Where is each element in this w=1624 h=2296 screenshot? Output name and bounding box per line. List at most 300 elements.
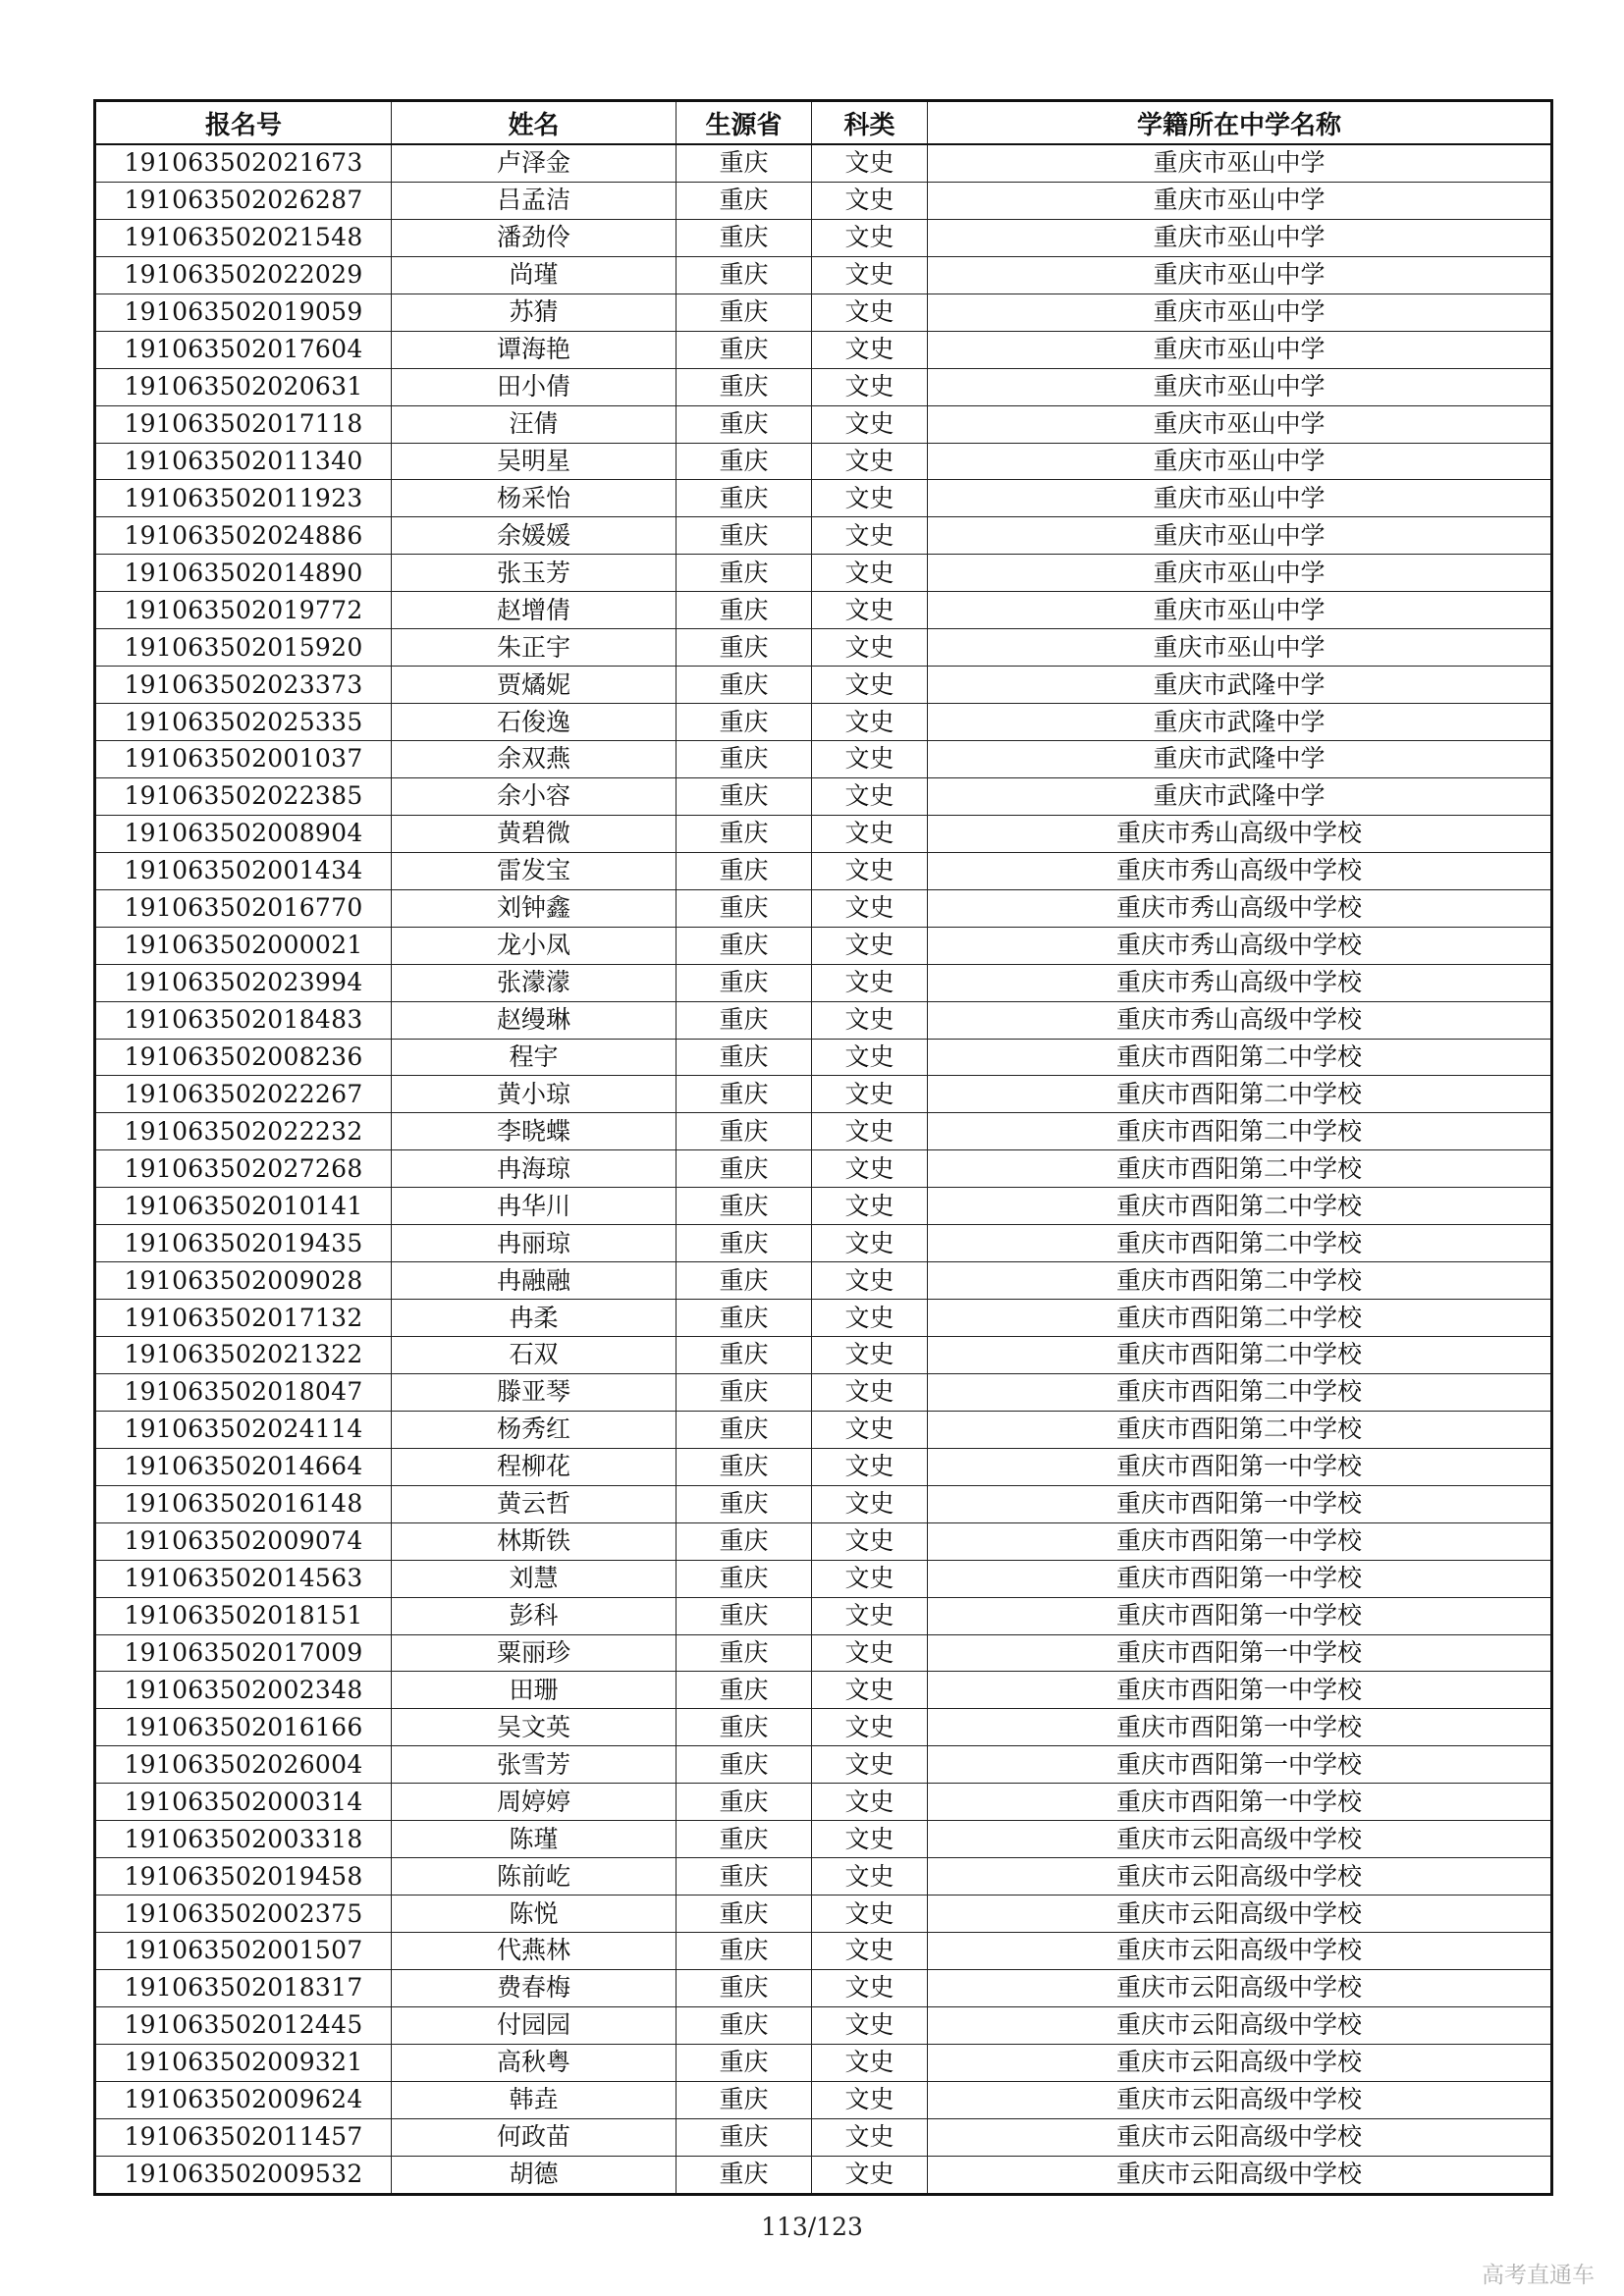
cell-name: 程宇: [392, 1039, 677, 1076]
cell-registration-number: 191063502019772: [95, 592, 392, 629]
table-row: [95, 1337, 1552, 1374]
cell-school-name: 重庆市巫山中学: [928, 405, 1552, 443]
cell-school-name: 重庆市酉阳第一中学校: [928, 1560, 1552, 1597]
table-row: [95, 964, 1552, 1001]
cell-source-province: 重庆: [677, 777, 812, 815]
cell-school-name: 重庆市巫山中学: [928, 592, 1552, 629]
cell-subject-category: 文史: [812, 1746, 928, 1784]
table-row: [95, 368, 1552, 405]
cell-source-province: 重庆: [677, 1634, 812, 1672]
table-row: [95, 1896, 1552, 1933]
cell-subject-category: 文史: [812, 1784, 928, 1821]
cell-school-name: 重庆市酉阳第二中学校: [928, 1262, 1552, 1300]
cell-source-province: 重庆: [677, 1039, 812, 1076]
cell-subject-category: 文史: [812, 1076, 928, 1113]
cell-subject-category: 文史: [812, 368, 928, 405]
cell-school-name: 重庆市武隆中学: [928, 741, 1552, 778]
cell-subject-category: 文史: [812, 256, 928, 294]
cell-subject-category: 文史: [812, 777, 928, 815]
cell-name: 李晓蝶: [392, 1113, 677, 1150]
cell-source-province: 重庆: [677, 704, 812, 741]
cell-name: 冉柔: [392, 1300, 677, 1337]
cell-registration-number: 191063502003318: [95, 1821, 392, 1858]
cell-school-name: 重庆市酉阳第二中学校: [928, 1150, 1552, 1188]
cell-source-province: 重庆: [677, 368, 812, 405]
cell-source-province: 重庆: [677, 1784, 812, 1821]
cell-subject-category: 文史: [812, 741, 928, 778]
table-row: [95, 1039, 1552, 1076]
cell-source-province: 重庆: [677, 331, 812, 368]
cell-registration-number: 191063502001507: [95, 1933, 392, 1970]
cell-source-province: 重庆: [677, 1896, 812, 1933]
cell-name: 卢泽金: [392, 144, 677, 182]
table-row: [95, 1746, 1552, 1784]
cell-school-name: 重庆市云阳高级中学校: [928, 2006, 1552, 2044]
cell-school-name: 重庆市巫山中学: [928, 182, 1552, 219]
cell-source-province: 重庆: [677, 443, 812, 480]
cell-school-name: 重庆市酉阳第一中学校: [928, 1448, 1552, 1485]
cell-name: 冉丽琼: [392, 1225, 677, 1262]
cell-registration-number: 191063502000314: [95, 1784, 392, 1821]
cell-source-province: 重庆: [677, 1597, 812, 1634]
cell-name: 石双: [392, 1337, 677, 1374]
cell-name: 田小倩: [392, 368, 677, 405]
table-body: [95, 144, 1552, 2194]
cell-name: 余小容: [392, 777, 677, 815]
header-name: 姓名: [392, 101, 677, 145]
cell-registration-number: 191063502002375: [95, 1896, 392, 1933]
table-row: [95, 443, 1552, 480]
cell-registration-number: 191063502009074: [95, 1522, 392, 1560]
cell-source-province: 重庆: [677, 182, 812, 219]
cell-registration-number: 191063502001037: [95, 741, 392, 778]
cell-name: 赵增倩: [392, 592, 677, 629]
cell-registration-number: 191063502018317: [95, 1969, 392, 2006]
table-row: [95, 256, 1552, 294]
cell-name: 石俊逸: [392, 704, 677, 741]
cell-subject-category: 文史: [812, 1485, 928, 1522]
cell-subject-category: 文史: [812, 1634, 928, 1672]
cell-subject-category: 文史: [812, 1858, 928, 1896]
table-row: [95, 1300, 1552, 1337]
cell-source-province: 重庆: [677, 1560, 812, 1597]
cell-registration-number: 191063502009532: [95, 2156, 392, 2194]
table-row: [95, 1113, 1552, 1150]
cell-registration-number: 191063502018151: [95, 1597, 392, 1634]
table-row: [95, 777, 1552, 815]
cell-school-name: 重庆市酉阳第二中学校: [928, 1076, 1552, 1113]
cell-school-name: 重庆市秀山高级中学校: [928, 1001, 1552, 1039]
cell-subject-category: 文史: [812, 852, 928, 889]
cell-name: 余双燕: [392, 741, 677, 778]
cell-registration-number: 191063502008236: [95, 1039, 392, 1076]
cell-source-province: 重庆: [677, 964, 812, 1001]
table-row: [95, 629, 1552, 667]
cell-registration-number: 191063502012445: [95, 2006, 392, 2044]
table-row: [95, 2006, 1552, 2044]
cell-school-name: 重庆市酉阳第一中学校: [928, 1709, 1552, 1746]
cell-name: 张雪芳: [392, 1746, 677, 1784]
cell-name: 潘劲伶: [392, 219, 677, 256]
cell-source-province: 重庆: [677, 927, 812, 964]
table-header: [95, 101, 1552, 145]
cell-registration-number: 191063502017132: [95, 1300, 392, 1337]
cell-name: 冉华川: [392, 1188, 677, 1225]
cell-subject-category: 文史: [812, 1262, 928, 1300]
cell-school-name: 重庆市云阳高级中学校: [928, 2081, 1552, 2118]
header-row: [95, 101, 1552, 145]
cell-registration-number: 191063502022029: [95, 256, 392, 294]
cell-school-name: 重庆市酉阳第二中学校: [928, 1373, 1552, 1411]
cell-name: 代燕林: [392, 1933, 677, 1970]
cell-name: 刘慧: [392, 1560, 677, 1597]
table-row: [95, 1485, 1552, 1522]
cell-source-province: 重庆: [677, 1150, 812, 1188]
cell-subject-category: 文史: [812, 1709, 928, 1746]
table-row: [95, 852, 1552, 889]
cell-subject-category: 文史: [812, 2044, 928, 2081]
cell-school-name: 重庆市巫山中学: [928, 555, 1552, 592]
cell-registration-number: 191063502022267: [95, 1076, 392, 1113]
cell-name: 杨采怡: [392, 480, 677, 517]
cell-school-name: 重庆市云阳高级中学校: [928, 1896, 1552, 1933]
cell-registration-number: 191063502011457: [95, 2118, 392, 2156]
table-row: [95, 1560, 1552, 1597]
cell-registration-number: 191063502026287: [95, 182, 392, 219]
cell-name: 雷发宝: [392, 852, 677, 889]
table-row: [95, 889, 1552, 927]
cell-registration-number: 191063502021322: [95, 1337, 392, 1374]
cell-source-province: 重庆: [677, 1337, 812, 1374]
cell-subject-category: 文史: [812, 480, 928, 517]
cell-subject-category: 文史: [812, 443, 928, 480]
table-row: [95, 1858, 1552, 1896]
cell-name: 黄云哲: [392, 1485, 677, 1522]
table-row: [95, 1634, 1552, 1672]
table-row: [95, 741, 1552, 778]
cell-registration-number: 191063502020631: [95, 368, 392, 405]
cell-subject-category: 文史: [812, 1411, 928, 1448]
cell-registration-number: 191063502009624: [95, 2081, 392, 2118]
cell-name: 林斯铁: [392, 1522, 677, 1560]
table-row: [95, 592, 1552, 629]
watermark-logo-text: 高考直通车: [1482, 2263, 1595, 2288]
cell-subject-category: 文史: [812, 294, 928, 331]
cell-name: 刘钟鑫: [392, 889, 677, 927]
cell-registration-number: 191063502014664: [95, 1448, 392, 1485]
table-row: [95, 2081, 1552, 2118]
cell-source-province: 重庆: [677, 256, 812, 294]
cell-school-name: 重庆市巫山中学: [928, 443, 1552, 480]
cell-source-province: 重庆: [677, 1262, 812, 1300]
cell-name: 滕亚琴: [392, 1373, 677, 1411]
cell-name: 付园园: [392, 2006, 677, 2044]
cell-name: 苏猜: [392, 294, 677, 331]
cell-source-province: 重庆: [677, 1485, 812, 1522]
cell-registration-number: 191063502021548: [95, 219, 392, 256]
cell-registration-number: 191063502009321: [95, 2044, 392, 2081]
cell-name: 田珊: [392, 1672, 677, 1709]
cell-source-province: 重庆: [677, 1672, 812, 1709]
cell-source-province: 重庆: [677, 2118, 812, 2156]
cell-source-province: 重庆: [677, 1225, 812, 1262]
cell-source-province: 重庆: [677, 1411, 812, 1448]
cell-subject-category: 文史: [812, 927, 928, 964]
cell-school-name: 重庆市武隆中学: [928, 777, 1552, 815]
cell-name: 汪倩: [392, 405, 677, 443]
cell-registration-number: 191063502018047: [95, 1373, 392, 1411]
table-row: [95, 219, 1552, 256]
cell-subject-category: 文史: [812, 144, 928, 182]
cell-school-name: 重庆市酉阳第二中学校: [928, 1113, 1552, 1150]
cell-subject-category: 文史: [812, 1522, 928, 1560]
cell-subject-category: 文史: [812, 1225, 928, 1262]
cell-source-province: 重庆: [677, 219, 812, 256]
cell-source-province: 重庆: [677, 2081, 812, 2118]
table-row: [95, 2044, 1552, 2081]
cell-school-name: 重庆市酉阳第一中学校: [928, 1672, 1552, 1709]
table-row: [95, 555, 1552, 592]
cell-registration-number: 191063502010141: [95, 1188, 392, 1225]
cell-school-name: 重庆市武隆中学: [928, 667, 1552, 704]
cell-school-name: 重庆市秀山高级中学校: [928, 927, 1552, 964]
cell-subject-category: 文史: [812, 815, 928, 852]
cell-name: 费春梅: [392, 1969, 677, 2006]
cell-registration-number: 191063502017118: [95, 405, 392, 443]
cell-school-name: 重庆市酉阳第二中学校: [928, 1188, 1552, 1225]
cell-registration-number: 191063502002348: [95, 1672, 392, 1709]
cell-school-name: 重庆市酉阳第一中学校: [928, 1597, 1552, 1634]
cell-name: 张玉芳: [392, 555, 677, 592]
table-row: [95, 1522, 1552, 1560]
cell-name: 韩垚: [392, 2081, 677, 2118]
cell-subject-category: 文史: [812, 667, 928, 704]
cell-name: 彭科: [392, 1597, 677, 1634]
cell-name: 余媛媛: [392, 517, 677, 555]
cell-registration-number: 191063502023994: [95, 964, 392, 1001]
cell-registration-number: 191063502024114: [95, 1411, 392, 1448]
cell-name: 张濛濛: [392, 964, 677, 1001]
cell-school-name: 重庆市秀山高级中学校: [928, 889, 1552, 927]
cell-subject-category: 文史: [812, 2006, 928, 2044]
cell-subject-category: 文史: [812, 1448, 928, 1485]
header-source-province: 生源省: [677, 101, 812, 145]
cell-registration-number: 191063502017604: [95, 331, 392, 368]
cell-school-name: 重庆市酉阳第一中学校: [928, 1784, 1552, 1821]
cell-school-name: 重庆市云阳高级中学校: [928, 2156, 1552, 2194]
cell-registration-number: 191063502011340: [95, 443, 392, 480]
table-row: [95, 1597, 1552, 1634]
cell-school-name: 重庆市云阳高级中学校: [928, 2044, 1552, 2081]
cell-subject-category: 文史: [812, 182, 928, 219]
cell-subject-category: 文史: [812, 1933, 928, 1970]
cell-subject-category: 文史: [812, 1560, 928, 1597]
cell-name: 吴文英: [392, 1709, 677, 1746]
cell-school-name: 重庆市巫山中学: [928, 256, 1552, 294]
table-row: [95, 1821, 1552, 1858]
header-school-name: 学籍所在中学名称: [928, 101, 1552, 145]
table-row: [95, 294, 1552, 331]
cell-source-province: 重庆: [677, 592, 812, 629]
table-row: [95, 1188, 1552, 1225]
page-number: 113/123: [761, 2213, 863, 2241]
cell-name: 谭海艳: [392, 331, 677, 368]
cell-name: 吴明星: [392, 443, 677, 480]
cell-school-name: 重庆市酉阳第二中学校: [928, 1225, 1552, 1262]
cell-school-name: 重庆市巫山中学: [928, 517, 1552, 555]
cell-subject-category: 文史: [812, 1969, 928, 2006]
cell-subject-category: 文史: [812, 517, 928, 555]
cell-registration-number: 191063502014563: [95, 1560, 392, 1597]
table-row: [95, 182, 1552, 219]
cell-school-name: 重庆市巫山中学: [928, 368, 1552, 405]
table-row: [95, 815, 1552, 852]
cell-source-province: 重庆: [677, 2044, 812, 2081]
cell-registration-number: 191063502022232: [95, 1113, 392, 1150]
cell-subject-category: 文史: [812, 1597, 928, 1634]
cell-name: 周婷婷: [392, 1784, 677, 1821]
cell-name: 贾燏妮: [392, 667, 677, 704]
cell-source-province: 重庆: [677, 294, 812, 331]
cell-source-province: 重庆: [677, 1969, 812, 2006]
cell-school-name: 重庆市秀山高级中学校: [928, 964, 1552, 1001]
table-row: [95, 1001, 1552, 1039]
cell-source-province: 重庆: [677, 1113, 812, 1150]
cell-school-name: 重庆市巫山中学: [928, 480, 1552, 517]
table-row: [95, 480, 1552, 517]
cell-source-province: 重庆: [677, 1821, 812, 1858]
cell-source-province: 重庆: [677, 667, 812, 704]
cell-school-name: 重庆市酉阳第一中学校: [928, 1746, 1552, 1784]
cell-school-name: 重庆市酉阳第二中学校: [928, 1300, 1552, 1337]
cell-source-province: 重庆: [677, 815, 812, 852]
cell-school-name: 重庆市巫山中学: [928, 294, 1552, 331]
cell-registration-number: 191063502025335: [95, 704, 392, 741]
cell-subject-category: 文史: [812, 964, 928, 1001]
cell-school-name: 重庆市云阳高级中学校: [928, 1858, 1552, 1896]
admission-roster-table: [93, 99, 1553, 2196]
cell-registration-number: 191063502014890: [95, 555, 392, 592]
cell-name: 冉海琼: [392, 1150, 677, 1188]
cell-subject-category: 文史: [812, 555, 928, 592]
cell-school-name: 重庆市云阳高级中学校: [928, 1821, 1552, 1858]
cell-source-province: 重庆: [677, 1448, 812, 1485]
cell-registration-number: 191063502001434: [95, 852, 392, 889]
table-row: [95, 1150, 1552, 1188]
cell-name: 赵缦琳: [392, 1001, 677, 1039]
table-row: [95, 1373, 1552, 1411]
cell-name: 黄碧微: [392, 815, 677, 852]
table-row: [95, 1784, 1552, 1821]
cell-subject-category: 文史: [812, 1672, 928, 1709]
cell-school-name: 重庆市巫山中学: [928, 219, 1552, 256]
cell-registration-number: 191063502016148: [95, 1485, 392, 1522]
cell-school-name: 重庆市巫山中学: [928, 629, 1552, 667]
cell-registration-number: 191063502022385: [95, 777, 392, 815]
table-row: [95, 667, 1552, 704]
cell-source-province: 重庆: [677, 1188, 812, 1225]
cell-registration-number: 191063502023373: [95, 667, 392, 704]
table-row: [95, 704, 1552, 741]
cell-registration-number: 191063502021673: [95, 144, 392, 182]
cell-school-name: 重庆市酉阳第二中学校: [928, 1411, 1552, 1448]
cell-school-name: 重庆市秀山高级中学校: [928, 815, 1552, 852]
cell-source-province: 重庆: [677, 144, 812, 182]
cell-school-name: 重庆市云阳高级中学校: [928, 1933, 1552, 1970]
cell-source-province: 重庆: [677, 1373, 812, 1411]
cell-subject-category: 文史: [812, 1001, 928, 1039]
cell-name: 陈前屹: [392, 1858, 677, 1896]
cell-subject-category: 文史: [812, 889, 928, 927]
cell-subject-category: 文史: [812, 592, 928, 629]
cell-source-province: 重庆: [677, 1300, 812, 1337]
cell-registration-number: 191063502019059: [95, 294, 392, 331]
cell-subject-category: 文史: [812, 1373, 928, 1411]
cell-source-province: 重庆: [677, 889, 812, 927]
table-row: [95, 2156, 1552, 2194]
header-registration-number: 报名号: [95, 101, 392, 145]
cell-school-name: 重庆市酉阳第二中学校: [928, 1039, 1552, 1076]
cell-source-province: 重庆: [677, 555, 812, 592]
cell-subject-category: 文史: [812, 331, 928, 368]
cell-name: 胡德: [392, 2156, 677, 2194]
cell-name: 龙小凤: [392, 927, 677, 964]
cell-school-name: 重庆市酉阳第一中学校: [928, 1634, 1552, 1672]
cell-school-name: 重庆市云阳高级中学校: [928, 1969, 1552, 2006]
cell-source-province: 重庆: [677, 1076, 812, 1113]
cell-school-name: 重庆市酉阳第二中学校: [928, 1337, 1552, 1374]
cell-registration-number: 191063502018483: [95, 1001, 392, 1039]
cell-subject-category: 文史: [812, 1039, 928, 1076]
cell-name: 吕孟洁: [392, 182, 677, 219]
cell-source-province: 重庆: [677, 1933, 812, 1970]
cell-source-province: 重庆: [677, 1858, 812, 1896]
table-row: [95, 927, 1552, 964]
cell-subject-category: 文史: [812, 219, 928, 256]
cell-registration-number: 191063502017009: [95, 1634, 392, 1672]
cell-name: 朱正宇: [392, 629, 677, 667]
cell-registration-number: 191063502011923: [95, 480, 392, 517]
table-row: [95, 1672, 1552, 1709]
cell-source-province: 重庆: [677, 1001, 812, 1039]
table-row: [95, 1225, 1552, 1262]
cell-registration-number: 191063502019435: [95, 1225, 392, 1262]
cell-name: 高秋粤: [392, 2044, 677, 2081]
cell-subject-category: 文史: [812, 1821, 928, 1858]
table-row: [95, 517, 1552, 555]
cell-school-name: 重庆市巫山中学: [928, 331, 1552, 368]
table-row: [95, 2118, 1552, 2156]
cell-school-name: 重庆市巫山中学: [928, 144, 1552, 182]
cell-registration-number: 191063502008904: [95, 815, 392, 852]
cell-source-province: 重庆: [677, 1522, 812, 1560]
cell-school-name: 重庆市酉阳第一中学校: [928, 1485, 1552, 1522]
cell-registration-number: 191063502024886: [95, 517, 392, 555]
cell-registration-number: 191063502000021: [95, 927, 392, 964]
cell-name: 杨秀红: [392, 1411, 677, 1448]
cell-school-name: 重庆市武隆中学: [928, 704, 1552, 741]
cell-source-province: 重庆: [677, 629, 812, 667]
table-row: [95, 331, 1552, 368]
cell-subject-category: 文史: [812, 405, 928, 443]
cell-registration-number: 191063502019458: [95, 1858, 392, 1896]
cell-subject-category: 文史: [812, 1337, 928, 1374]
cell-subject-category: 文史: [812, 1188, 928, 1225]
table-row: [95, 1969, 1552, 2006]
cell-subject-category: 文史: [812, 2081, 928, 2118]
cell-name: 程柳花: [392, 1448, 677, 1485]
table-row: [95, 1709, 1552, 1746]
